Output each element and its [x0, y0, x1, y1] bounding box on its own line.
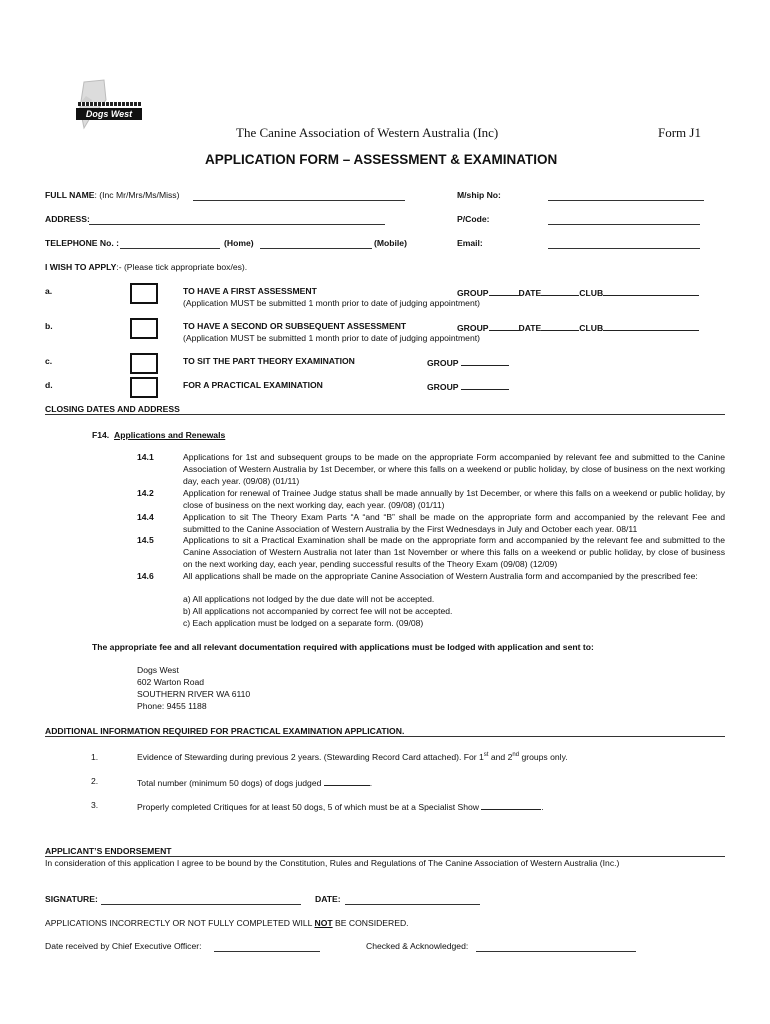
warning-part: APPLICATIONS INCORRECTLY OR NOT FULLY COMPLETED WILL [45, 918, 315, 928]
warning-part: BE CONSIDERED. [332, 918, 409, 928]
warning-emphasis: NOT [314, 918, 333, 928]
date-field[interactable] [541, 286, 579, 296]
address-line: Phone: 9455 1188 [137, 701, 207, 711]
endorsement-heading: APPLICANT’S ENDORSEMENT [45, 846, 172, 856]
item-text-part: Properly completed Critiques for at least 50 dogs, 5 of which must be at a Specialist Show [137, 802, 482, 812]
rule-number: 14.2 [137, 488, 154, 498]
telephone-label: TELEPHONE No. : [45, 238, 120, 248]
option-d-letter: d. [45, 380, 53, 390]
option-b-details [457, 321, 699, 333]
date-field[interactable] [541, 321, 579, 331]
item-text-part: Total number (minimum 50 dogs) of dogs judged [137, 778, 324, 788]
practical-divider [45, 736, 725, 737]
full-name-label: FULL NAME [45, 190, 95, 200]
practical-heading: ADDITIONAL INFORMATION REQUIRED FOR PRACTICAL EXAMINATION APPLICATION. [45, 726, 405, 736]
group-field[interactable] [489, 321, 519, 331]
date-field[interactable] [345, 904, 480, 905]
group-label: GROUP [457, 323, 489, 333]
option-b-text: TO HAVE A SECOND OR SUBSEQUENT ASSESSMENT [183, 321, 407, 331]
specialist-show-field[interactable] [481, 800, 544, 812]
group-label: GROUP [457, 288, 489, 298]
option-b-note: (Application MUST be submitted 1 month prior to date of judging appointment) [183, 333, 480, 343]
option-d-text: FOR A PRACTICAL EXAMINATION [183, 380, 323, 390]
practical-item-text [137, 776, 372, 788]
checked-label: Checked & Acknowledged: [366, 941, 469, 951]
logo-badge: Dogs West [76, 108, 142, 120]
address-line: Dogs West [137, 665, 179, 675]
mobile-label: (Mobile) [374, 238, 407, 248]
page-title: APPLICATION FORM – ASSESSMENT & EXAMINATION [205, 152, 558, 167]
group-label: GROUP [427, 382, 459, 392]
club-field[interactable] [603, 286, 699, 296]
date-label: DATE: [315, 894, 341, 904]
rule-text: Application to sit The Theory Exam Parts “A “and “B” shall be made on the appropriate form and accompanied by the relevant Fee and submitted to the Canine Association of Western Australia by the First Wednesdays in July and October each year. 08/11 [183, 512, 725, 534]
pcode-label: P/Code: [457, 214, 490, 224]
club-field[interactable] [603, 321, 699, 331]
sub-rule: a) All applications not lodged by the due date will not be accepted. [183, 594, 435, 604]
signature-field[interactable] [101, 904, 301, 905]
group-label: GROUP [427, 358, 459, 368]
association-name: The Canine Association of Western Australia (Inc) [236, 125, 499, 140]
home-phone-field[interactable] [120, 248, 220, 249]
club-label: CLUB [579, 288, 604, 298]
received-label: Date received by Chief Executive Officer: [45, 941, 202, 951]
option-b-letter: b. [45, 321, 53, 331]
superscript: st [483, 752, 489, 759]
rule-number: 14.1 [137, 452, 154, 462]
rule-number: 14.4 [137, 512, 154, 522]
sub-rule: c) Each application must be lodged on a separate form. (09/08) [183, 618, 424, 628]
form-id: Form J1 [658, 125, 701, 140]
closing-divider [45, 414, 725, 415]
email-label: Email: [457, 238, 483, 248]
rule-number: 14.6 [137, 571, 154, 581]
dogs-west-logo [70, 78, 146, 134]
address-label: ADDRESS: [45, 214, 90, 224]
option-a-letter: a. [45, 286, 53, 296]
apply-row [45, 262, 247, 272]
section-title: Applications and Renewals [113, 430, 226, 440]
option-c-checkbox[interactable] [130, 353, 158, 374]
apply-hint: :- (Please tick appropriate box/es). [116, 262, 248, 272]
lodge-note: The appropriate fee and all relevant documentation required with applications must be lodged with application and sent to: [92, 642, 594, 652]
full-name-hint: : (Inc Mr/Mrs/Ms/Miss) [94, 190, 180, 200]
group-field[interactable] [461, 356, 509, 366]
option-d-checkbox[interactable] [130, 377, 158, 398]
address-line: 602 Warton Road [137, 677, 205, 687]
dogs-judged-field[interactable] [324, 776, 373, 788]
option-d-group [427, 380, 509, 392]
endorsement-statement: In consideration of this application I agree to be bound by the Constitution, Rules and Regulations of The Canine Association of Western Australia (Inc.) [45, 858, 620, 868]
apply-label: I WISH TO APPLY [45, 262, 117, 272]
checked-field[interactable] [476, 951, 636, 952]
group-field[interactable] [461, 380, 509, 390]
rule-text: All applications shall be made on the appropriate Canine Association of Western Australia form and accompanied by the prescribed fee: [183, 571, 698, 581]
item-trail: . [369, 778, 373, 788]
email-field[interactable] [548, 248, 700, 249]
practical-item-text [137, 752, 568, 762]
rule-text: Applications for 1st and subsequent groups to be made on the appropriate Form accompanied by relevant fee and submitted to the Canine Association of Western Australia by 1st December, or where this falls on a weekend or public holiday, by close of business on the next working day, each year. (09/08) (01/11) [183, 452, 725, 486]
section-code: F14. [92, 430, 110, 440]
closing-heading: CLOSING DATES AND ADDRESS [45, 404, 180, 414]
pcode-field[interactable] [548, 224, 700, 225]
practical-item-text [137, 800, 544, 812]
club-label: CLUB [579, 323, 604, 333]
address-line: SOUTHERN RIVER WA 6110 [137, 689, 251, 699]
wa-map-icon [70, 78, 146, 134]
practical-item-number: 1. [91, 752, 99, 762]
group-field[interactable] [489, 286, 519, 296]
mship-label: M/ship No: [457, 190, 501, 200]
option-a-checkbox[interactable] [130, 283, 158, 304]
mobile-phone-field[interactable] [260, 248, 372, 249]
home-label: (Home) [224, 238, 254, 248]
rule-number: 14.5 [137, 535, 154, 545]
received-field[interactable] [214, 951, 320, 952]
full-name-row [45, 190, 179, 200]
rule-text: Application for renewal of Trainee Judge status shall be made annually by 1st December, or where this falls on a weekend or public holiday, by close of business on the next working day, each year. (09/08) (01/11) [183, 488, 725, 510]
option-c-letter: c. [45, 356, 53, 366]
option-a-text: TO HAVE A FIRST ASSESSMENT [183, 286, 317, 296]
full-name-field[interactable] [193, 200, 405, 201]
practical-item-number: 2. [91, 776, 99, 786]
item-trail: . [541, 802, 544, 812]
superscript: nd [512, 752, 520, 759]
item-text-part: groups only. [519, 752, 568, 762]
address-field[interactable] [89, 224, 385, 225]
date-label: DATE [518, 288, 542, 298]
warning-text [45, 918, 409, 928]
practical-item-number: 3. [91, 800, 99, 810]
signature-label: SIGNATURE: [45, 894, 98, 904]
section-heading [92, 430, 225, 440]
option-a-details [457, 286, 699, 298]
option-b-checkbox[interactable] [130, 318, 158, 339]
date-label: DATE [518, 323, 542, 333]
sub-rule: b) All applications not accompanied by correct fee will not be accepted. [183, 606, 453, 616]
endorsement-divider [45, 856, 725, 857]
mship-field[interactable] [548, 200, 704, 201]
option-c-text: TO SIT THE PART THEORY EXAMINATION [183, 356, 355, 366]
rule-text: Applications to sit a Practical Examination shall be made on the appropriate form and accompanied by the relevant fee and submitted to the Canine Association of Western Australia not later than 1st November or where this falls on a weekend or public holiday, by close of business on the next working day, each year, pending successful results of the Theory Exam (09/08) (12/09) [183, 535, 725, 569]
item-text-part: and 2 [488, 752, 513, 762]
option-c-group [427, 356, 509, 368]
item-text-part: Evidence of Stewarding during previous 2 years. (Stewarding Record Card attached). For 1 [137, 752, 484, 762]
option-a-note: (Application MUST be submitted 1 month prior to date of judging appointment) [183, 298, 480, 308]
